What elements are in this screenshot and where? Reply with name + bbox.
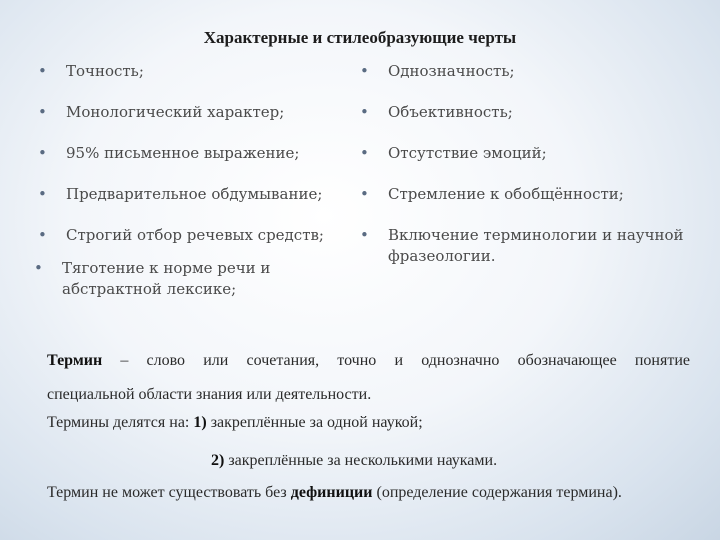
definition-keyword: дефиниции bbox=[290, 484, 373, 501]
list-item bbox=[360, 184, 700, 205]
list-item bbox=[360, 225, 700, 267]
list-item bbox=[38, 184, 368, 205]
list-item-text: Монологический характер; bbox=[66, 103, 285, 121]
list-item bbox=[34, 258, 368, 300]
list-item-text: 95% письменное выражение; bbox=[66, 144, 300, 162]
list-item bbox=[360, 143, 700, 164]
division-item-2-text: закреплённые за несколькими науками. bbox=[224, 452, 498, 469]
term-definition-paragraph bbox=[47, 344, 690, 412]
bullet-icon: • bbox=[360, 144, 369, 162]
list-item-text: Стремление к обобщённости; bbox=[388, 185, 624, 203]
bullet-icon: • bbox=[360, 185, 369, 203]
list-item-text: Предварительное обдумывание; bbox=[66, 185, 323, 203]
slide-title: Характерные и стилеобразующие черты bbox=[203, 28, 517, 47]
definition-line-2: специальной области знания или деятельности. bbox=[47, 386, 372, 403]
list-item bbox=[360, 61, 700, 82]
list-item-text: Однозначность; bbox=[388, 62, 515, 80]
list-item bbox=[38, 143, 368, 164]
definition-text: – слово или сочетания, точно и однозначно обозначающее понятие bbox=[102, 352, 690, 369]
right-feature-list bbox=[360, 61, 700, 287]
bullet-icon: • bbox=[34, 259, 43, 277]
list-item-text: Объективность; bbox=[388, 103, 513, 121]
term-division-paragraph bbox=[47, 412, 690, 434]
list-item-text: Точность; bbox=[66, 62, 144, 80]
division-number-1: 1) bbox=[193, 414, 207, 431]
left-feature-list bbox=[34, 61, 368, 320]
bullet-icon: • bbox=[38, 62, 47, 80]
division-intro-text: Термины делятся на: bbox=[47, 414, 194, 431]
bullet-icon: • bbox=[360, 103, 369, 121]
list-item-text: Отсутствие эмоций; bbox=[388, 144, 547, 162]
bullet-icon: • bbox=[38, 185, 47, 203]
list-item bbox=[38, 225, 368, 246]
definition-requirement-paragraph bbox=[47, 482, 690, 504]
bullet-icon: • bbox=[38, 103, 47, 121]
bullet-icon: • bbox=[360, 62, 369, 80]
requirement-text-b: (определение содержания термина). bbox=[372, 484, 622, 501]
list-item-text: Тяготение к норме речи и абстрактной лексике; bbox=[62, 259, 271, 298]
definition-line-1 bbox=[47, 344, 690, 378]
term-division-item-2 bbox=[211, 450, 691, 472]
bullet-icon: • bbox=[38, 144, 47, 162]
list-item bbox=[360, 102, 700, 123]
list-item bbox=[38, 102, 368, 123]
division-item-1-text: закреплённые за одной наукой; bbox=[206, 414, 423, 431]
requirement-text-a: Термин не может существовать без bbox=[47, 484, 291, 501]
bullet-icon: • bbox=[38, 226, 47, 244]
term-word: Термин bbox=[47, 352, 103, 369]
list-item-text: Строгий отбор речевых средств; bbox=[66, 226, 324, 244]
list-item bbox=[38, 61, 368, 82]
bullet-icon: • bbox=[360, 226, 369, 244]
division-number-2: 2) bbox=[211, 452, 225, 469]
list-item-text: Включение терминологии и научной фразеологии. bbox=[388, 226, 684, 265]
